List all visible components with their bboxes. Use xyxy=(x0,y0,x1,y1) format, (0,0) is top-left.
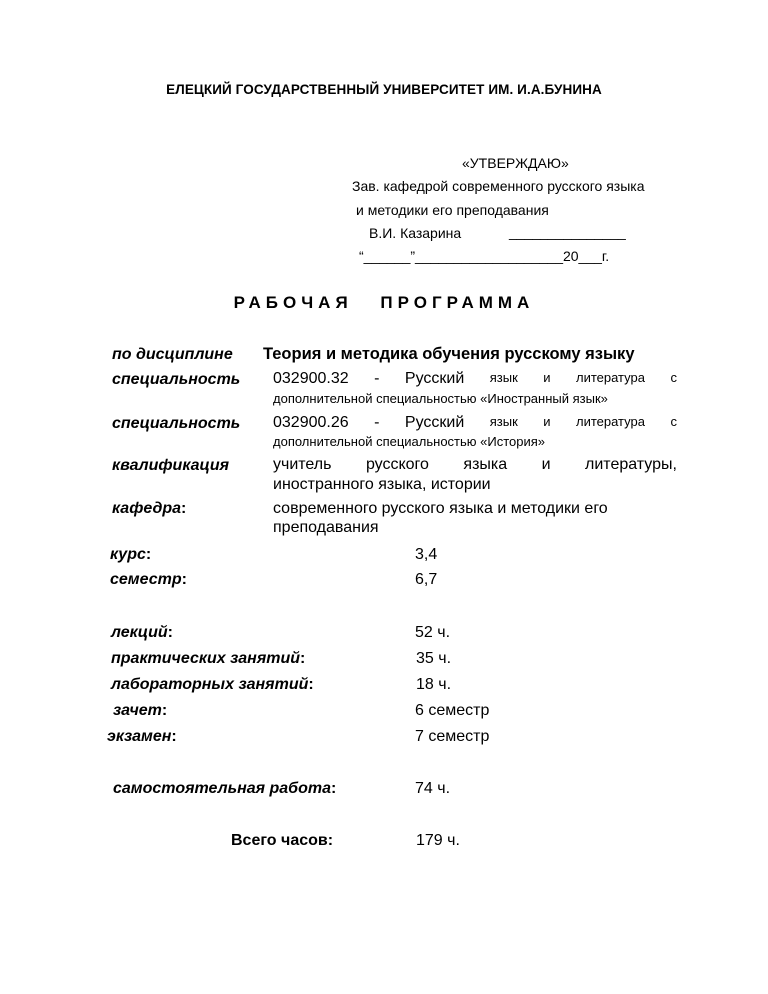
course-label-wrap xyxy=(110,546,151,564)
exam-label-wrap xyxy=(107,728,177,746)
discipline-label: по дисциплине xyxy=(112,346,233,363)
specialty1-word1: Русский xyxy=(404,370,465,387)
specialty1-dash: - xyxy=(374,370,380,387)
specialty2-word1: Русский xyxy=(404,414,465,431)
credit-label-wrap xyxy=(113,702,167,720)
course-label: курс xyxy=(110,546,146,563)
university-name: ЕЛЕЦКИЙ ГОСУДАРСТВЕННЫЙ УНИВЕРСИТЕТ ИМ. И.А.БУНИНА xyxy=(166,82,602,97)
department-line1: современного русского языка и методики его xyxy=(273,500,608,517)
laboratory-colon: : xyxy=(308,676,314,693)
credit-label: зачет xyxy=(113,702,162,719)
semester-label-wrap xyxy=(110,571,187,589)
course-colon: : xyxy=(145,546,152,563)
exam-label: экзамен xyxy=(107,728,172,745)
qualification-word3: языка xyxy=(463,456,508,473)
department-colon: : xyxy=(181,500,187,517)
specialty1-line1 xyxy=(273,370,677,388)
qualification-line1 xyxy=(273,456,677,474)
exam-colon: : xyxy=(171,728,177,745)
lectures-label-wrap xyxy=(111,624,173,642)
credit-value: 6 семестр xyxy=(415,702,490,719)
lectures-label: лекций xyxy=(111,624,168,641)
qualification-line2: иностранного языка, истории xyxy=(273,476,491,493)
specialty1-word3: и xyxy=(543,370,551,385)
specialty2-line2: дополнительной специальностью «История» xyxy=(273,434,546,449)
selfwork-label-wrap xyxy=(113,780,336,798)
approval-title: «УТВЕРЖДАЮ» xyxy=(462,155,569,171)
approval-name: В.И. Казарина xyxy=(369,225,462,241)
practical-value: 35 ч. xyxy=(416,650,452,667)
qualification-word4: и xyxy=(541,456,551,473)
practical-label-wrap xyxy=(111,650,305,668)
qualification-word2: русского xyxy=(365,456,429,473)
qualification-label: квалификация xyxy=(112,457,230,474)
specialty1-label: специальность xyxy=(112,371,241,388)
approval-date-line: “______”___________________20___г. xyxy=(359,248,610,264)
specialty2-word4: литература xyxy=(575,414,645,429)
laboratory-value: 18 ч. xyxy=(416,676,452,693)
specialty2-dash: - xyxy=(374,414,380,431)
specialty2-line1 xyxy=(273,414,677,432)
department-line2: преподавания xyxy=(273,519,379,536)
specialty1-word4: литература xyxy=(575,370,645,385)
approval-position-line1: Зав. кафедрой современного русского языка xyxy=(352,178,645,194)
practical-colon: : xyxy=(300,650,306,667)
laboratory-label: лабораторных занятий xyxy=(111,676,309,693)
laboratory-label-wrap xyxy=(111,676,314,694)
specialty2-word3: и xyxy=(543,414,551,429)
total-label: Всего часов: xyxy=(231,832,334,849)
total-value: 179 ч. xyxy=(416,832,460,849)
selfwork-label: самостоятельная работа xyxy=(113,780,331,797)
credit-colon: : xyxy=(161,702,168,719)
department-label: кафедра xyxy=(112,500,182,517)
specialty1-code: 032900.32 xyxy=(273,370,349,387)
program-title: РАБОЧАЯ ПРОГРАММА xyxy=(233,293,535,312)
selfwork-colon: : xyxy=(330,780,337,797)
qualification-word1: учитель xyxy=(273,456,332,473)
approval-position-line2: и методики его преподавания xyxy=(356,202,549,218)
specialty2-code: 032900.26 xyxy=(273,414,349,431)
lectures-colon: : xyxy=(167,624,173,641)
discipline-value: Теория и методика обучения русскому языку xyxy=(263,345,635,363)
specialty1-line2: дополнительной специальностью «Иностранный язык» xyxy=(273,391,608,406)
course-value: 3,4 xyxy=(415,546,438,563)
specialty2-word5: с xyxy=(670,414,677,429)
specialty2-label: специальность xyxy=(112,415,241,432)
specialty2-word2: язык xyxy=(489,414,518,429)
specialty1-word5: с xyxy=(670,370,677,385)
practical-label: практических занятий xyxy=(111,650,301,667)
selfwork-value: 74 ч. xyxy=(415,780,451,797)
exam-value: 7 семестр xyxy=(415,728,490,745)
specialty1-word2: язык xyxy=(489,370,518,385)
semester-colon: : xyxy=(181,571,187,588)
semester-label: семестр xyxy=(110,571,182,588)
qualification-word5: литературы, xyxy=(585,456,677,473)
semester-value: 6,7 xyxy=(415,571,438,588)
department-label-wrap xyxy=(112,500,186,518)
lectures-value: 52 ч. xyxy=(415,624,451,641)
approval-signature-blank: _______________ xyxy=(509,224,626,240)
